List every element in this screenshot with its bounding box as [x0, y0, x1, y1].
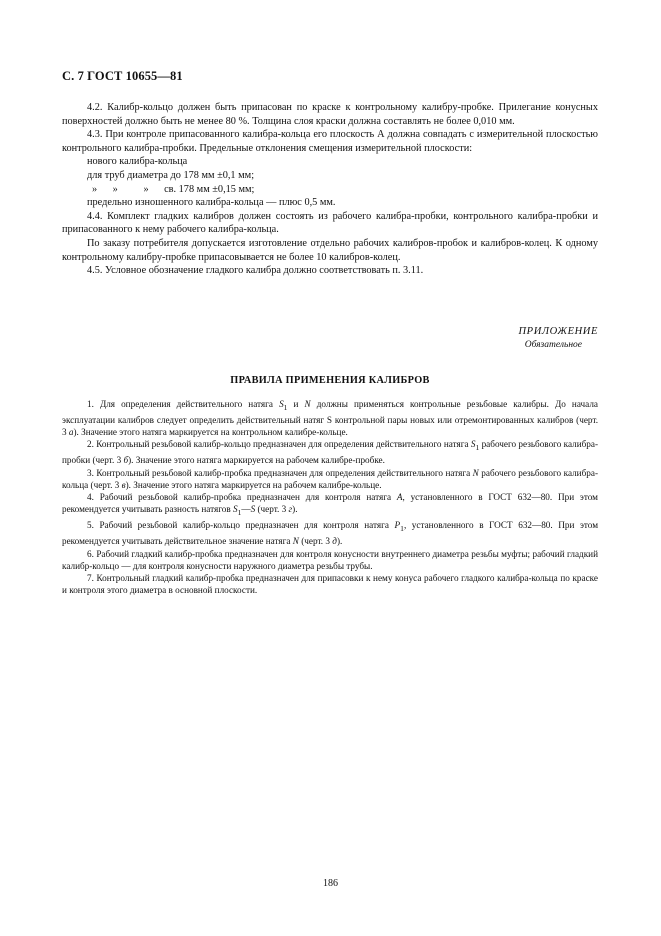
appendix-label-block	[519, 325, 599, 352]
rule-5-text-c: (черт. 3	[298, 536, 333, 547]
rule-item-5	[62, 519, 598, 547]
appendix-status: Обязательное	[524, 340, 582, 350]
rule-item-2	[62, 438, 598, 466]
rule-5-text-d: ).	[336, 536, 343, 547]
list-line-worn-ring: предельно изношенного калибра-кольца — плюс 0,5 мм.	[87, 197, 336, 209]
list-line-diameter-over-178: » » » св. 178 мм ±0,15 мм;	[92, 183, 255, 195]
symbol-n: N	[292, 536, 299, 547]
figure-ref: г	[288, 504, 293, 515]
paragraph-4-4: 4.4. Комплект гладких калибров должен состоять из рабочего калибра-пробки, контрольного калибра-пробки и припасованного к нему рабочего калибра-кольца.	[62, 210, 598, 236]
subscript-1: 1	[400, 524, 404, 534]
rule-5-text-a: 5. Рабочий резьбовой калибр-кольцо предназначен для контроля натяга	[87, 520, 395, 531]
page-number: 186	[323, 878, 338, 889]
rule-3-text-c: ). Значение этого натяга маркируется на рабочем калибре-кольце.	[125, 479, 382, 490]
rule-4-text-d: ).	[292, 504, 298, 515]
calibration-rules-list	[62, 398, 598, 596]
rule-item-1	[62, 398, 598, 438]
symbol-n: N	[304, 399, 311, 409]
paragraph-4-5: 4.5. Условное обозначение гладкого калибра должно соответствовать п. 3.11.	[87, 265, 424, 277]
symbol-s: S	[279, 399, 284, 409]
rule-3-text-b: рабочего резьбового калибра-кольца (черт. 3	[62, 467, 599, 490]
rule-item-7: 7. Контрольный гладкий калибр-пробка предназначен для припасовки к нему конуса рабочего гладкого калибра-кольца по краске и контроля этого диаметра в основной плоскости.	[62, 572, 598, 596]
symbol-n: N	[472, 467, 479, 478]
rule-4-text-b: , установленного в ГОСТ 632—80. При этом рекомендуется учитывать разность натягов	[62, 492, 598, 515]
rule-2-text-b: рабочего резьбового калибра-пробки (черт. 3	[62, 439, 599, 466]
paragraph-4-2: 4.2. Калибр-кольцо должен быть припасован по краске к контрольному калибру-пробке. Прилегание конусных поверхностей должно быть не менее 80 %. Толщина слоя краски должна составлять не более 0,010 мм.	[62, 102, 598, 127]
symbol-p: Р	[394, 520, 401, 531]
symbol-s: S	[470, 439, 476, 450]
subscript-1: 1	[283, 402, 288, 412]
rule-2-text-a: 2. Контрольный резьбовой калибр-кольцо предназначен для определения действительного натяга	[87, 439, 471, 450]
rule-5-text-b: , установленного в ГОСТ 632—80. При этом рекомендуется учитывать действительное значение натяга	[62, 520, 599, 547]
rule-1-text-b: и	[287, 399, 305, 409]
rule-4-text-a: 4. Рабочий резьбовой калибр-пробка предназначен для контроля натяга	[87, 492, 397, 503]
rule-item-4	[62, 491, 598, 519]
rule-2-text-c: ). Значение этого натяга маркируется на рабочем калибре-пробке.	[128, 455, 385, 466]
rule-1-text-d: ). Значение этого натяга маркируется на контрольном калибре-кольце.	[73, 427, 348, 438]
dash: —	[241, 504, 251, 515]
subscript-1: 1	[475, 443, 480, 453]
list-line-new-ring: нового калибра-кольца	[87, 156, 188, 168]
symbol-s: S	[233, 504, 238, 515]
section-4-requirements	[62, 101, 598, 278]
rule-4-text-c: (черт. 3	[255, 504, 289, 515]
paragraph-customer-order: По заказу потребителя допускается изготовление отдельно рабочих калибров-пробок и калибров-колец. К одному контрольному калибру-пробке припасовывается не более 10 калибров-колец.	[62, 237, 598, 263]
figure-ref: в	[121, 479, 126, 490]
figure-ref: б	[123, 455, 129, 466]
rule-item-3	[62, 467, 598, 491]
list-line-diameter-to-178: для труб диаметра до 178 мм ±0,1 мм;	[87, 169, 255, 181]
running-header: С. 7 ГОСТ 10655—81	[62, 69, 183, 83]
rule-item-6: 6. Рабочий гладкий калибр-пробка предназначен для контроля конусности внутреннего диаметра резьбы муфты; рабочий гладкий калибр-кольцо — для контроля конусности наружного диаметра резьбы трубы.	[62, 548, 598, 571]
rule-1-text-a: 1. Для определения действительного натяга	[87, 399, 280, 409]
appendix-label: ПРИЛОЖЕНИЕ	[518, 326, 598, 337]
symbol-a: А	[396, 492, 403, 503]
paragraph-4-3: 4.3. При контроле припасованного калибра-кольца его плоскость А должна совпадать с измерительной плоскостью контрольного калибра-пробки. Предельные отклонения смещения измерительной плоскости:	[62, 129, 598, 154]
rule-3-text-a: 3. Контрольный резьбовой калибр-пробка предназначен для определения действительного натяга	[87, 467, 473, 478]
section-title: ПРАВИЛА ПРИМЕНЕНИЯ КАЛИБРОВ	[230, 375, 430, 386]
figure-ref: д	[332, 536, 337, 547]
subscript-1: 1	[237, 508, 242, 518]
rule-1-text-c: должны применяться контрольные резьбовые калибры. До начала эксплуатации калибров следует определить действительный натяг S контрольной пары новых или отремонтированных калибров (черт. 3	[62, 399, 598, 438]
symbol-s: S	[250, 504, 256, 515]
figure-ref: а	[68, 427, 74, 438]
